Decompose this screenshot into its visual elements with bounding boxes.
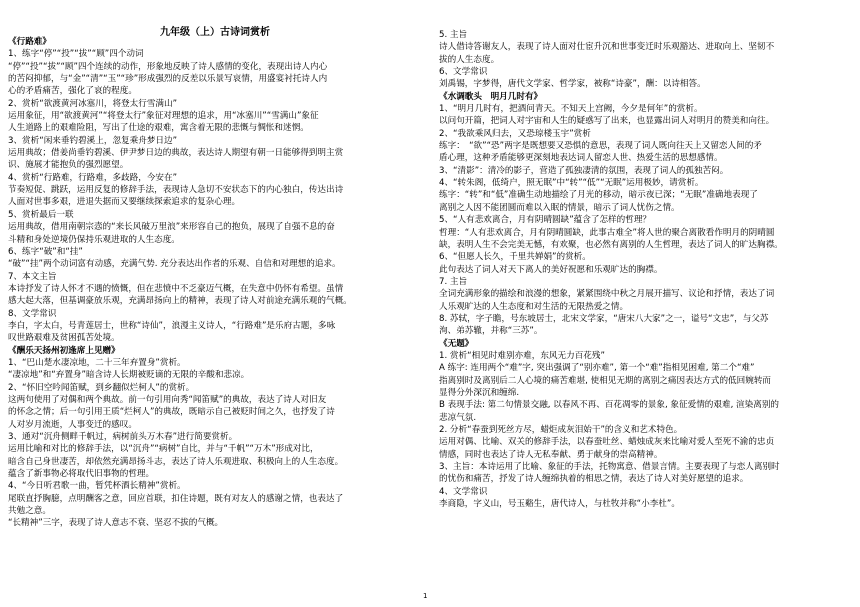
text-line: “破”“挂”两个动词富有动感，充满气势. 充分表达出作者的乐观、自信和对理想的追求。 bbox=[8, 259, 341, 270]
text-line: 情感，同时也表达了诗人无私奉献、勇于献身的崇高精神。 bbox=[439, 449, 663, 460]
text-line: 运用典故，借用南朝宗悫的“来长风破万里浪”来形容自己的抱负，展现了自强不息的奋 bbox=[8, 222, 335, 233]
text-line: 练字： “欲”“恐”两字是既想要又恐惧的意思，表现了词人既向往天上又留恋人间的矛 bbox=[439, 141, 762, 152]
text-line: 3、赏析“闲来垂钓碧溪上，忽复乘舟梦日边” bbox=[8, 135, 178, 146]
text-line: 5、“人有悲欢离合，月有阴晴圆缺”蕴含了怎样的哲理？ bbox=[439, 215, 652, 226]
text-line: 1、“明月几时有，把酒问青天。不知天上宫阙，今夕是何年”的赏析。 bbox=[439, 104, 703, 115]
text-line: 6、“但愿人长久，千里共婵娟”的赏析。 bbox=[439, 252, 591, 263]
text-line: 2、赏析“欲渡黄河冰塞川，将登太行雪满山” bbox=[8, 98, 178, 109]
text-line: 1、“巴山楚水凄凉地，二十三年弃置身”赏析。 bbox=[8, 357, 186, 368]
page-number: 1 bbox=[423, 592, 428, 600]
section-heading: 《行路难》 bbox=[8, 37, 51, 47]
text-line: 尾联直抒胸臆，点明酬客之意，回应首联，扣住诗题，既有对友人的感谢之情，也表达了 bbox=[8, 493, 344, 504]
text-line: 6、练字“破”和“挂” bbox=[8, 246, 83, 257]
text-line: 人乐观旷达的人生态度和对生活的无限热爱之情。 bbox=[439, 301, 629, 312]
text-line: 人对岁月流逝，人事变迁的感叹。 bbox=[8, 419, 137, 430]
text-line: 缺，表明人生不会完美无憾，有欢聚，也必然有离别的人生哲理，表达了词人的旷达胸襟。 bbox=[439, 239, 783, 250]
text-line: 暗含自己身世凄苦，却依然充满昂扬斗志，表达了诗人乐观进取、积极向上的人生态度。 bbox=[8, 456, 344, 467]
text-line: 运用象征，用“欲渡黄河”“将登太行”象征对理想的追求，用“冰塞川”“雪满山”象征 bbox=[8, 111, 319, 122]
section-heading: 《酬乐天扬州初逢席上见赠》 bbox=[8, 345, 120, 356]
text-line: 识、施展才能抱负的强烈愿望。 bbox=[8, 160, 129, 171]
text-line: 4、“转朱阁，低绮户，照无眠”中“转”“低”“无眠”运用极妙，请赏析。 bbox=[439, 178, 704, 189]
text-line: 运用比喻和对比的修辞手法，以“沉舟”“病树”自比，并与“千帆”“万木”形成对比， bbox=[8, 444, 319, 455]
text-line: 1、练字“停”“投”“拔”“顾”四个动词 bbox=[8, 49, 144, 60]
text-line: 哲理：“人有悲欢离合，月有阴晴圆缺，此事古难全”将人世的聚合离散看作明月的阴晴圆 bbox=[439, 227, 775, 238]
text-line: 洵、弟苏辙，并称“三苏”。 bbox=[439, 326, 543, 337]
text-line: “停”“投”“拔”“顾”四个连续的动作，形象地反映了诗人感情的变化，表现出诗人内心 bbox=[8, 61, 328, 72]
text-line: 4、“今日听君歌一曲，暂凭杯酒长精神”赏析。 bbox=[8, 481, 186, 492]
text-line: 叹世路艰难及贫困孤苦处境。 bbox=[8, 333, 120, 344]
text-line: B 表现手法: 第二句情景交融, 以春风不再、百花凋零的景象, 象征爱情的艰难, 渲染离别的 bbox=[439, 400, 780, 411]
text-line: 3、通对“沉舟侧畔千帆过，病树前头万木春”进行简要赏析。 bbox=[8, 432, 238, 442]
text-line: 心的矛盾痛苦，强化了哀的程度。 bbox=[8, 86, 137, 97]
text-line: 5. 主旨 bbox=[439, 30, 468, 40]
text-line: 蕴含了新事物必将取代旧事物的哲理。 bbox=[8, 469, 155, 480]
text-line: 7. 主旨 bbox=[439, 276, 468, 287]
page-title: 九年级（上）古诗词赏析 bbox=[160, 27, 270, 38]
text-line: 7、本文主旨 bbox=[8, 271, 57, 282]
text-line: 刘禹锡，字梦得，唐代文学家、哲学家，被称“诗豪”，酬：以诗相答。 bbox=[439, 79, 706, 90]
text-line: 2、“怀旧空吟闻笛赋，到乡翻似烂柯人”的赏析。 bbox=[8, 382, 195, 393]
text-line: 指离别时及离别后二人心境的痛苦难堪, 使相见无期的离别之痛因表达方式的低回婉转而 bbox=[439, 375, 772, 386]
text-line: A 练字: 连用两个“难”字, 突出强调了“别亦难”, 第一个“难”指相见困难, 第二个“难” bbox=[439, 363, 755, 374]
text-line: 的忧伤和痛苦，抒发了诗人缠绵执着的相思之情，表达了诗人对美好愿望的追求。 bbox=[439, 474, 749, 485]
section-heading: 《无题》 bbox=[439, 338, 474, 349]
text-line: 的怀念之情；后一句引用王质“烂柯人”的典故，既暗示自己被贬时间之久，也抒发了诗 bbox=[8, 407, 335, 418]
text-line: 运用典故；借姜尚垂钓碧溪、伊尹梦日边的典故，表达诗人期望有朝一日能够得到明主赏 bbox=[8, 148, 344, 159]
text-line: 2、“我欲乘风归去，又恐琼楼玉宇”赏析 bbox=[439, 128, 591, 139]
text-line: “长精神”三字，表现了诗人意志不衰、坚忍不拔的气概。 bbox=[8, 518, 224, 529]
text-line: 节奏短促、跳跃，运用反复的修辞手法，表现诗人急切不安状态下的内心独白，传达出诗 bbox=[8, 185, 344, 196]
text-line: 4、赏析“行路难，行路难，多歧路，今安在” bbox=[8, 172, 178, 183]
text-line: 以问句开篇，把词人对宇宙和人生的疑惑写了出来，也显露出词人对明月的赞美和向往。 bbox=[439, 116, 775, 127]
text-line: 运用对偶、比喻、双关的修辞手法，以春蚕吐丝、蜡烛成灰来比喻对爱人至死不渝的忠贞 bbox=[439, 437, 775, 448]
text-line: 本诗抒发了诗人怀才不遇的愤慨，但在悲愤中不乏豪迈气概，在失意中仍怀有希望。虽情 bbox=[8, 283, 344, 294]
left-column bbox=[8, 36, 410, 530]
text-line: 共勉之意。 bbox=[8, 506, 51, 517]
text-line: 人面对世事多艰，进退失据而又要继续探索追求的复杂心理。 bbox=[8, 197, 241, 208]
text-line: 这两句使用了对偶和两个典故。前一句引用向秀“闻笛赋”的典故，表达了诗人对旧友 bbox=[8, 394, 327, 405]
text-line: 诗人借诗答谢友人，表现了诗人面对仕宦升沉和世事变迁时乐观豁达、进取向上、坚韧不 bbox=[439, 42, 775, 53]
text-line: 人生道路上的艰难险阻，写出了仕途的艰难，寓含着无限的悲慨与惆怅和迷惘。 bbox=[8, 123, 309, 134]
text-line: “凄凉地”和“弃置身”暗含诗人长期被贬谪的无限的辛酸和悲凉。 bbox=[8, 370, 250, 381]
text-line: 8、文学常识 bbox=[8, 308, 57, 319]
text-line: 李白，字太白，号青莲居士，世称“诗仙”，浪漫主义诗人，“行路难”是乐府古题，多咏 bbox=[8, 320, 336, 331]
text-line: 全词充满形象的描绘和浪漫的想象，紧紧围绕中秋之月展开描写、议论和抒情，表达了词 bbox=[439, 289, 775, 300]
text-line: 显得分外深沉和缠绵. bbox=[439, 387, 520, 398]
text-line: 1. 赏析“相见时难别亦难，东风无力百花残” bbox=[439, 350, 605, 361]
text-line: 3、主旨：本诗运用了比喻、象征的手法，托物寓意、借景言情。主要表现了与恋人离别时 bbox=[439, 462, 780, 473]
text-line: 拔的人生态度。 bbox=[439, 54, 500, 65]
text-line: 离别之人因不能团圆而难以入眠的情景，暗示了词人忧伤之情。 bbox=[439, 202, 680, 213]
text-line: 李商隐，字义山，号玉谿生，唐代诗人，与杜牧并称“小李杜”。 bbox=[439, 499, 680, 510]
text-line: 斗精和身处逆境仍保持乐观进取的人生态度。 bbox=[8, 234, 180, 245]
text-line: 的苦闷抑郁，与“金”“清”“玉”“珍”形成强烈的反差以乐景写哀情，用盛宴衬托诗人内 bbox=[8, 74, 328, 85]
text-line: 8. 苏轼，字子瞻，号东坡居士，北宋文学家，“唐宋八大家”之一，谥号“文忠”，与父苏 bbox=[439, 313, 769, 324]
text-line: 练字：“转”和“低”准确生动地描绘了月光的移动，暗示夜已深；“无眠”准确地表现了 bbox=[439, 190, 758, 201]
text-line: 悲凉气氛. bbox=[439, 412, 477, 423]
text-line: 盾心理，这种矛盾能够更深刻地表达词人留恋人世、热爱生活的思想感情。 bbox=[439, 153, 723, 164]
text-line: 6、文学常识 bbox=[439, 67, 488, 78]
right-column bbox=[439, 29, 841, 510]
text-line: 5、赏析最后一联 bbox=[8, 209, 74, 220]
text-line: 此句表达了词人对天下离人的美好祝愿和乐观旷达的胸襟。 bbox=[439, 264, 663, 275]
text-line: 3、“清影”：清冷的影子，营造了孤独凄清的氛围，表现了词人的孤独苦闷。 bbox=[439, 165, 729, 176]
text-line: 感大起大落，但基调豪放乐观，充满昂扬向上的精神，表现了诗人对前途充满乐观的气概。 bbox=[8, 296, 352, 307]
text-line: 2. 分析“春蚕到死丝方尽，蜡炬成灰泪始干”的含义和艺术特色。 bbox=[439, 425, 683, 435]
section-heading: 《水调歌头 明月几时有》 bbox=[439, 91, 543, 102]
text-line: 4、文学常识 bbox=[439, 486, 488, 497]
